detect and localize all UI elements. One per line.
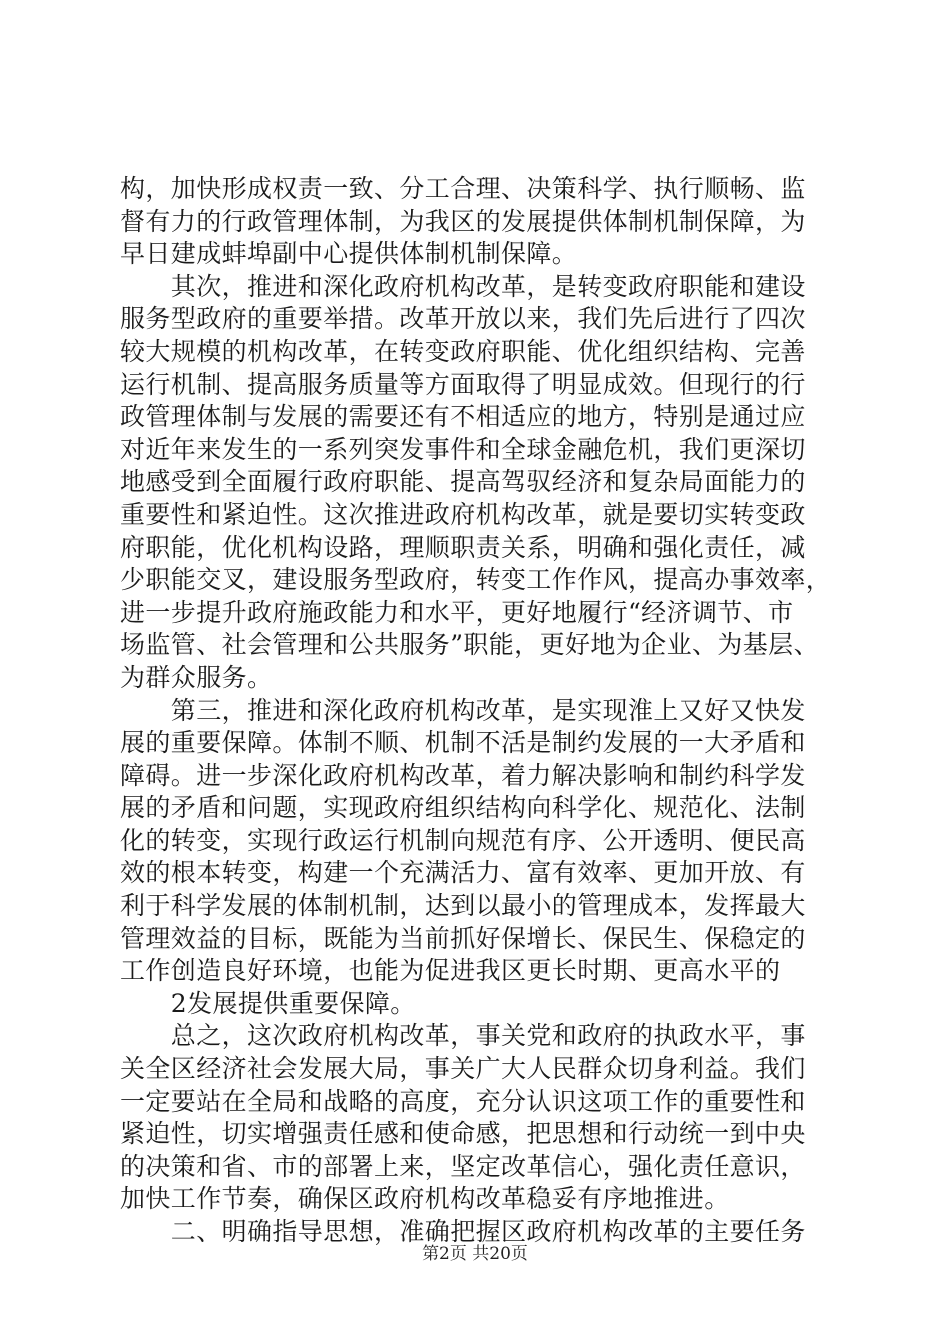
text-line: 其次，推进和深化政府机构改革，是转变政府职能和建设 bbox=[120, 271, 806, 301]
text-line: 关全区经济社会发展大局，事关广大人民群众切身利益。我们 bbox=[120, 1054, 806, 1084]
text-line: 加快工作节奏，确保区政府机构改革稳妥有序地推进。 bbox=[120, 1184, 730, 1214]
text-line: 进一步提升政府施政能力和水平，更好地履行“经济调节、市 bbox=[120, 597, 794, 627]
text-line: 较大规模的机构改革，在转变政府职能、优化组织结构、完善 bbox=[120, 336, 806, 366]
text-line: 运行机制、提高服务质量等方面取得了明显成效。但现行的行 bbox=[120, 369, 806, 399]
text-line: 工作创造良好环境，也能为促进我区更长时期、更高水平的 bbox=[120, 956, 781, 986]
text-line: 场监管、社会管理和公共服务”职能，更好地为企业、为基层、 bbox=[120, 630, 819, 660]
text-line: 展的矛盾和问题，实现政府组织结构向科学化、规范化、法制 bbox=[120, 793, 806, 823]
text-line: 早日建成蚌埠副中心提供体制机制保障。 bbox=[120, 239, 578, 269]
text-line: 二、明确指导思想，准确把握区政府机构改革的主要任务 bbox=[120, 1217, 806, 1246]
text-line: 对近年来发生的一系列突发事件和全球金融危机，我们更深切 bbox=[120, 434, 806, 464]
text-line: 2发展提供重要保障。 bbox=[120, 988, 416, 1018]
text-line: 少职能交叉，建设服务型政府，转变工作作风，提高办事效率， bbox=[120, 565, 832, 595]
text-line: 府职能，优化机构设路，理顺职责关系，明确和强化责任，减 bbox=[120, 532, 806, 562]
text-line: 地感受到全面履行政府职能、提高驾驭经济和复杂局面能力的 bbox=[120, 467, 806, 497]
text-line: 为群众服务。 bbox=[120, 662, 273, 692]
text-line: 重要性和紧迫性。这次推进政府机构改革，就是要切实转变政 bbox=[120, 499, 806, 529]
text-line: 效的根本转变，构建一个充满活力、富有效率、更加开放、有 bbox=[120, 858, 806, 888]
text-line: 管理效益的目标，既能为当前抓好保增长、保民生、保稳定的 bbox=[120, 923, 806, 953]
text-line: 第三，推进和深化政府机构改革，是实现淮上又好又快发 bbox=[120, 695, 806, 725]
text-line: 一定要站在全局和战略的高度，充分认识这项工作的重要性和 bbox=[120, 1086, 806, 1116]
text-line: 督有力的行政管理体制，为我区的发展提供体制机制保障，为 bbox=[120, 206, 806, 236]
text-line: 构，加快形成权责一致、分工合理、决策科学、执行顺畅、监 bbox=[120, 174, 806, 203]
text-line: 的决策和省、市的部署上来，坚定改革信心，强化责任意识， bbox=[120, 1151, 806, 1181]
text-line: 紧迫性，切实增强责任感和使命感，把思想和行动统一到中央 bbox=[120, 1119, 806, 1149]
page-number-footer: 第2页 共20页 bbox=[422, 1244, 528, 1264]
text-line: 政管理体制与发展的需要还有不相适应的地方，特别是通过应 bbox=[120, 402, 806, 432]
text-line: 利于科学发展的体制机制，达到以最小的管理成本，发挥最大 bbox=[120, 891, 806, 921]
text-line: 展的重要保障。体制不顺、机制不活是制约发展的一大矛盾和 bbox=[120, 728, 806, 758]
text-line: 障碍。进一步深化政府机构改革，着力解决影响和制约科学发 bbox=[120, 760, 806, 790]
text-line: 总之，这次政府机构改革，事关党和政府的执政水平，事 bbox=[120, 1021, 806, 1051]
text-line: 服务型政府的重要举措。改革开放以来，我们先后进行了四次 bbox=[120, 304, 806, 334]
document-body bbox=[120, 173, 840, 1249]
text-line: 化的转变，实现行政运行机制向规范有序、公开透明、便民高 bbox=[120, 825, 806, 855]
